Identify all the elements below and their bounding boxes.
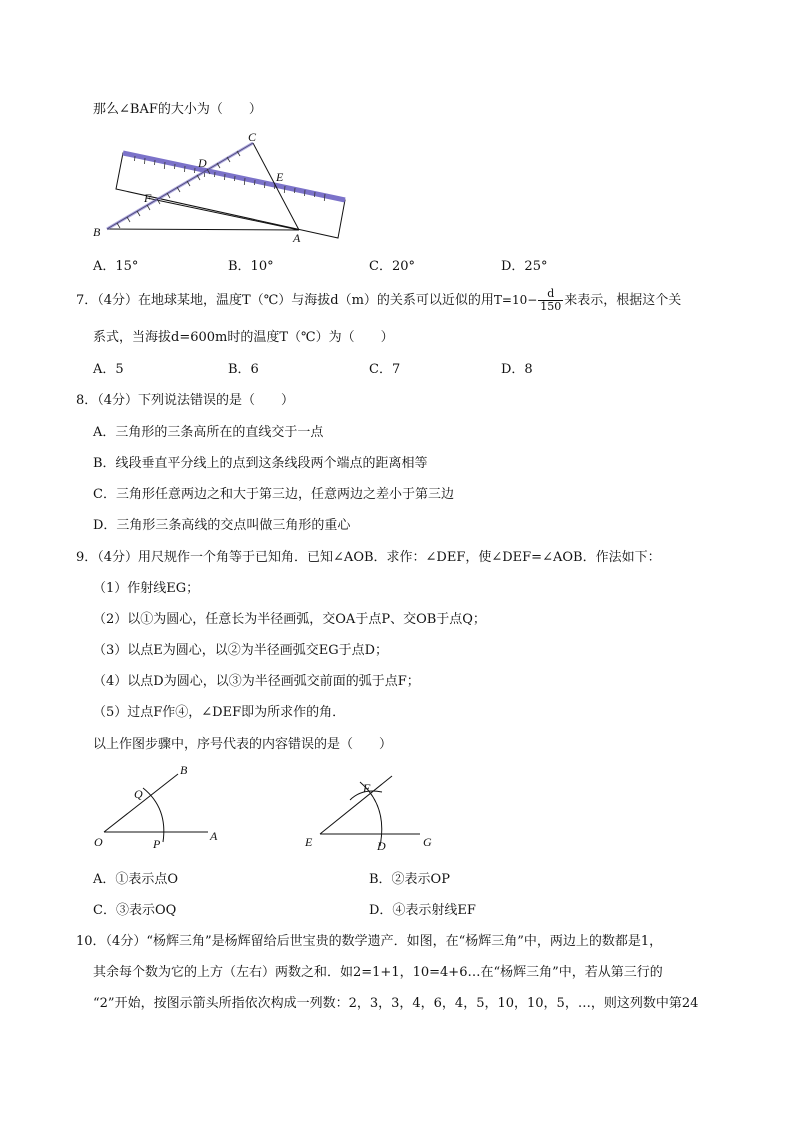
q8-option-d[interactable]: D．三角形三条高线的交点叫做三角形的重心 <box>93 518 351 533</box>
q9-step-3: （3）以点E为圆心，以②为半径画弧交EG于点D； <box>93 643 389 658</box>
label-o: O <box>94 835 103 849</box>
q7-fraction-denominator: 150 <box>540 300 562 313</box>
label-q: Q <box>134 787 143 801</box>
label-f: F <box>363 781 371 795</box>
q9-question: 以上作图步骤中，序号代表的内容错误的是（ ） <box>93 737 393 752</box>
q7-formula <box>493 287 564 313</box>
q7-fraction-numerator: d <box>538 288 563 301</box>
label-f: F <box>144 191 152 205</box>
q6-option-b[interactable]: B．10° <box>228 259 274 274</box>
q7-line1 <box>76 288 681 313</box>
label-c: C <box>248 130 257 144</box>
q10-line1: 10．（4分）“杨辉三角”是杨辉留给后世宝贵的数学遗产．如图，在“杨辉三角”中，两边上的数都是1， <box>76 934 663 949</box>
q7-line1-pre: 7．（4分）在地球某地，温度T（℃）与海拔d（m）的关系可以近似的用 <box>76 293 494 308</box>
q7-line1-post: 来表示，根据这个关 <box>564 293 682 308</box>
q7-formula-left: T=10− <box>493 293 538 307</box>
q7-option-c[interactable]: C．7 <box>369 362 401 377</box>
q7-option-b[interactable]: B．6 <box>228 362 259 377</box>
q8-stem: 8．（4分）下列说法错误的是（ ） <box>76 393 295 408</box>
q8-option-a[interactable]: A．三角形的三条高所在的直线交于一点 <box>93 425 324 440</box>
q9-option-c[interactable]: C．③表示OQ <box>93 903 177 918</box>
label-p: P <box>153 837 161 851</box>
q6-figure <box>85 128 355 246</box>
q6-option-c[interactable]: C．20° <box>369 259 415 274</box>
q9-figure-right <box>300 770 445 854</box>
label-e: E <box>276 170 284 184</box>
label-e: E <box>305 835 313 849</box>
label-b: B <box>180 763 188 777</box>
q7-line2: 系式，当海拔d=600m时的温度T（℃）为（ ） <box>93 330 394 345</box>
q9-figure-left <box>90 760 230 852</box>
label-a: A <box>210 829 218 843</box>
q8-option-b[interactable]: B．线段垂直平分线上的点到这条线段两个端点的距离相等 <box>93 456 428 471</box>
label-d: D <box>377 839 386 853</box>
label-b: B <box>93 225 101 239</box>
q9-step-2: （2）以①为圆心，任意长为半径画弧，交OA于点P、交OB于点Q； <box>93 612 486 627</box>
q9-stem: 9．（4分）用尺规作一个角等于已知角．已知∠AOB．求作：∠DEF，使∠DEF=∠AOB．作法如下： <box>76 550 661 565</box>
q9-step-5: （5）过点F作④，∠DEF即为所求作的角． <box>93 705 346 720</box>
q6-stem: 那么∠BAF的大小为（ ） <box>93 102 262 117</box>
q9-option-d[interactable]: D．④表示射线EF <box>369 903 476 918</box>
q6-option-a[interactable]: A．15° <box>93 259 139 274</box>
q8-option-c[interactable]: C．三角形任意两边之和大于第三边，任意两边之差小于第三边 <box>93 487 454 502</box>
q9-option-a[interactable]: A．①表示点O <box>93 872 179 887</box>
q9-step-1: （1）作射线EG； <box>93 581 200 596</box>
q7-option-d[interactable]: D．8 <box>501 362 533 377</box>
q9-option-b[interactable]: B．②表示OP <box>369 872 450 887</box>
q9-step-4: （4）以点D为圆心，以③为半径画弧交前面的弧于点F； <box>93 674 420 689</box>
q10-line2: 其余每个数为它的上方（左右）两数之和．如2=1+1，10=4+6…在“杨辉三角”中，若从第三行的 <box>93 965 663 980</box>
q7-fraction <box>538 288 563 313</box>
q10-line3: “2”开始，按图示箭头所指依次构成一列数：2，3，3，4，6，4，5，10，10，5，…，则这列数中第24 <box>93 996 699 1011</box>
label-g: G <box>423 835 432 849</box>
q6-option-d[interactable]: D．25° <box>501 259 548 274</box>
label-d: D <box>198 156 207 170</box>
label-a: A <box>293 231 301 245</box>
q7-option-a[interactable]: A．5 <box>93 362 124 377</box>
